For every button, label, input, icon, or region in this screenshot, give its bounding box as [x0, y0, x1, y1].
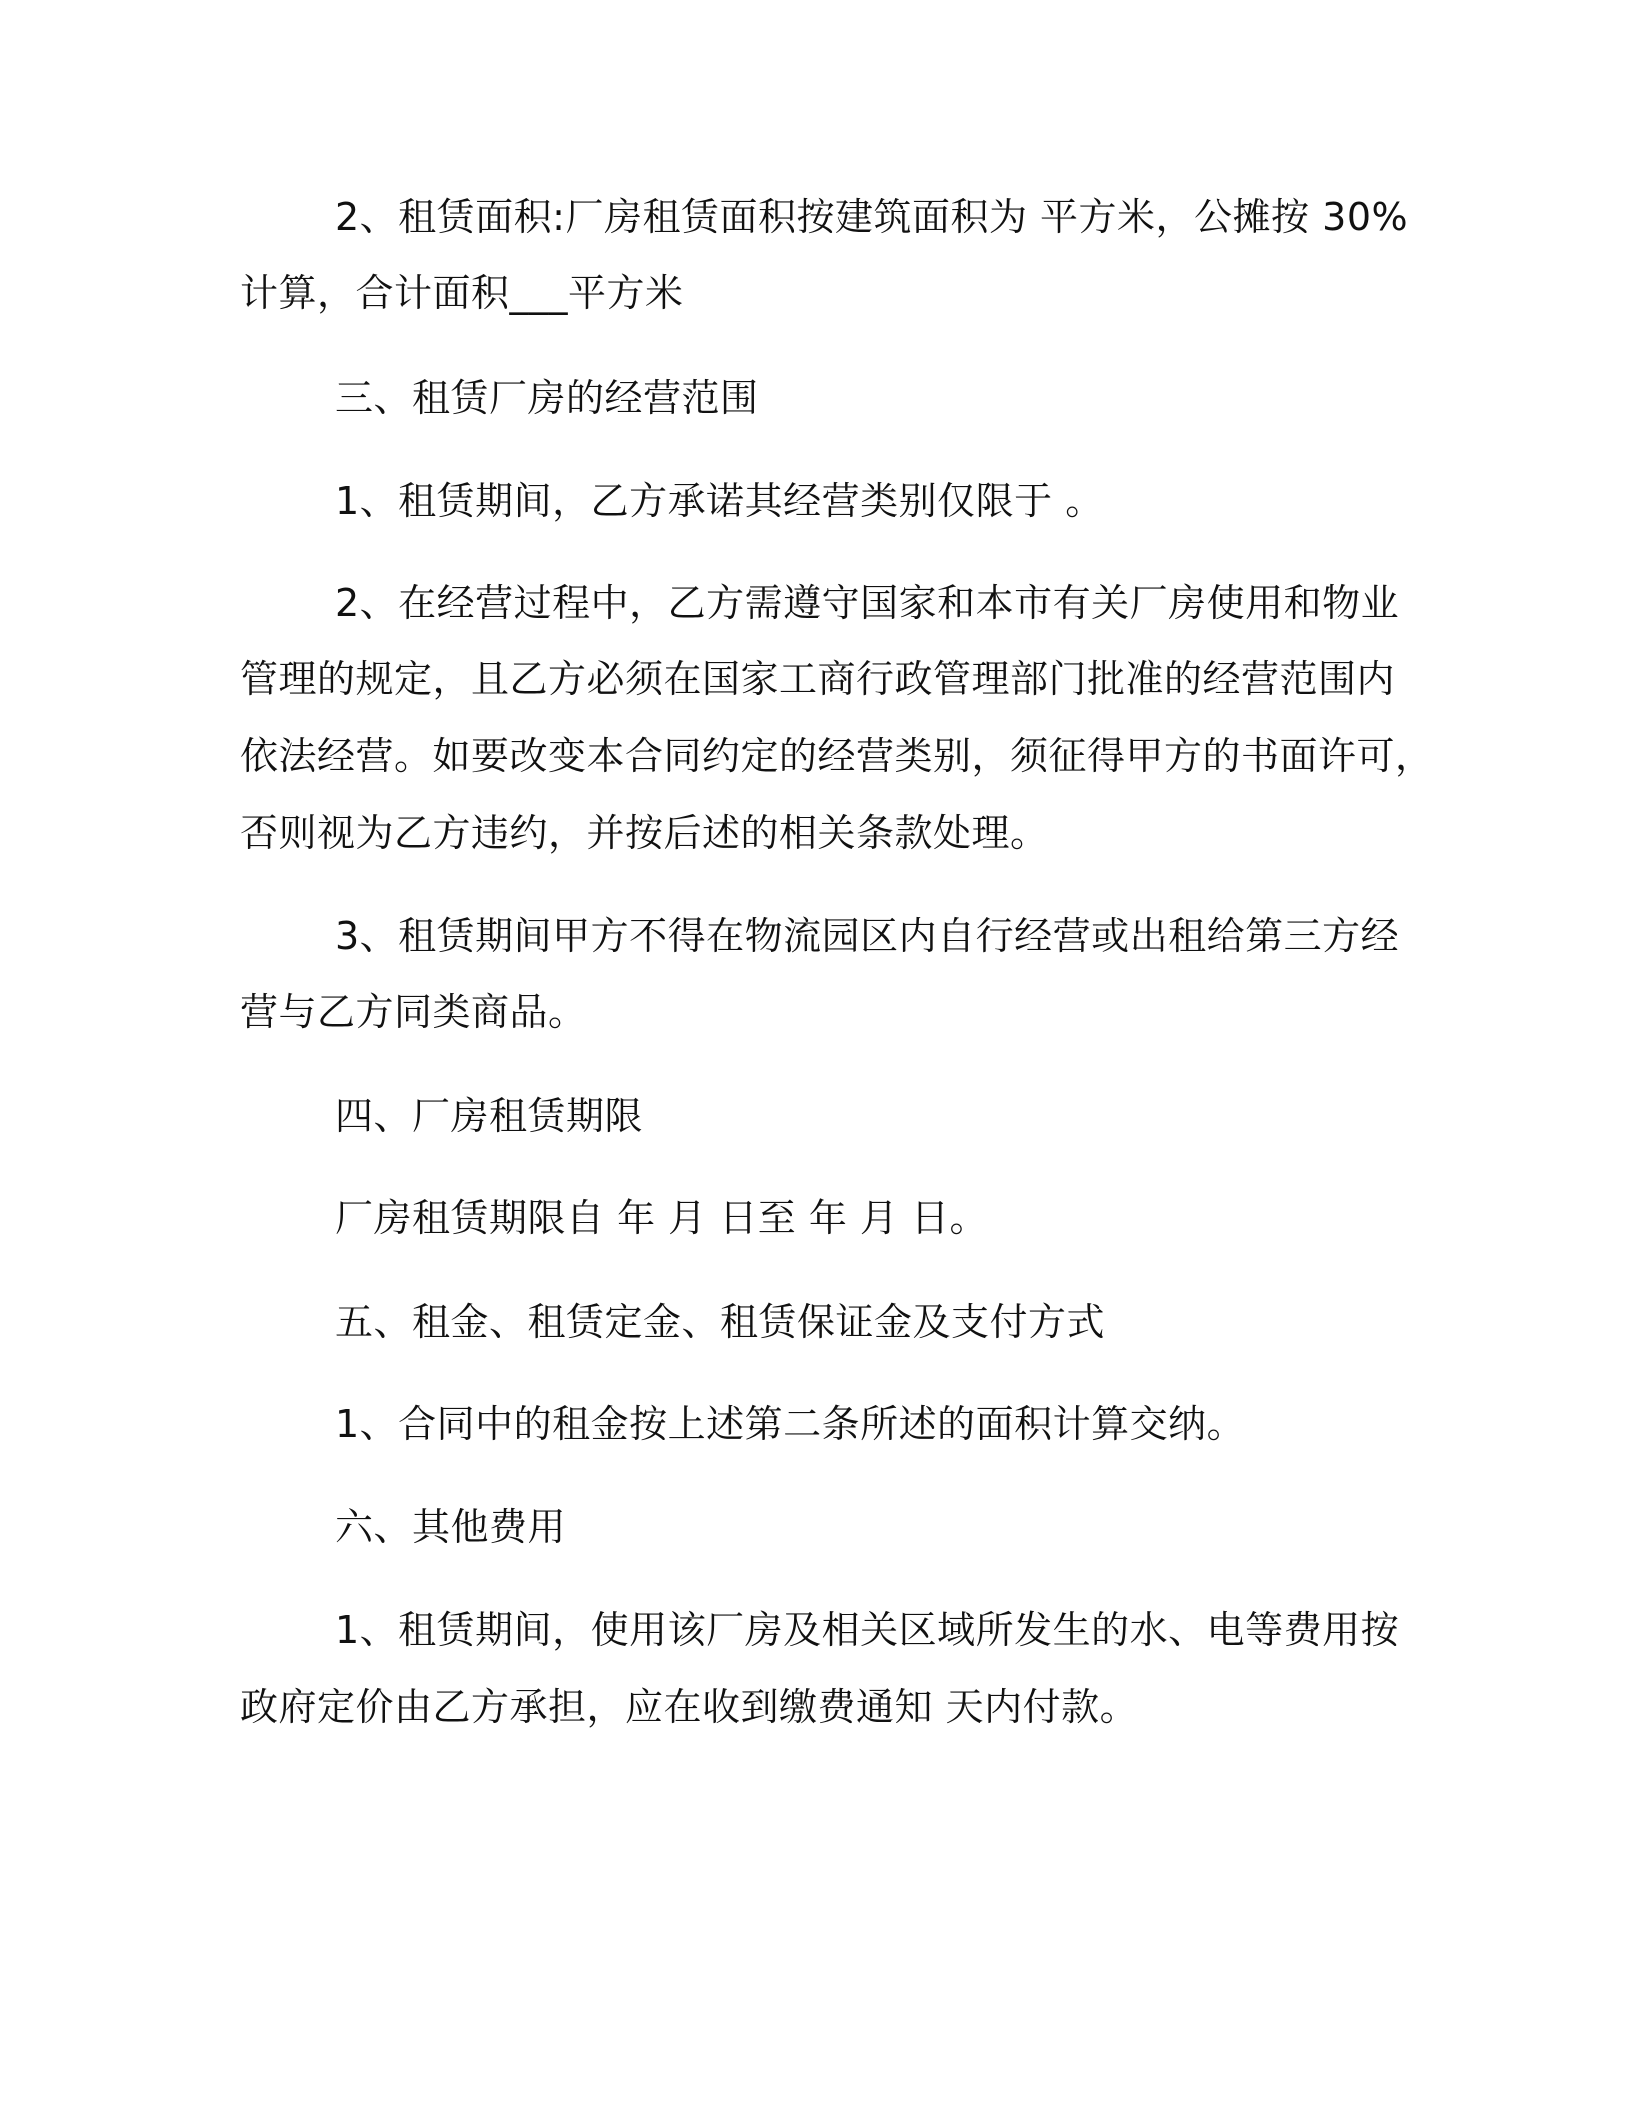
section-3-clause-3-line-1: 3、租赁期间甲方不得在物流园区内自行经营或出租给第三方经 [335, 914, 1400, 958]
section-6-clause-1-line-1: 1、租赁期间，使用该厂房及相关区域所发生的水、电等费用按 [335, 1608, 1400, 1652]
section-6-clause-1-line-2: 政府定价由乙方承担，应在收到缴费通知 天内付款。 [240, 1685, 1139, 1729]
section-3-clause-3-line-2: 营与乙方同类商品。 [240, 990, 587, 1034]
clause-2-area-line-1: 2、租赁面积:厂房租赁面积按建筑面积为 平方米，公摊按 30% [335, 195, 1409, 239]
section-4-heading: 四、厂房租赁期限 [335, 1094, 644, 1138]
clause-2-area-line-2: 计算，合计面积___平方米 [240, 271, 684, 315]
section-4-term: 厂房租赁期限自 年 月 日至 年 月 日。 [335, 1196, 988, 1240]
section-5-heading: 五、租金、租赁定金、租赁保证金及支付方式 [335, 1300, 1106, 1344]
section-3-clause-2-line-1: 2、在经营过程中，乙方需遵守国家和本市有关厂房使用和物业 [335, 581, 1400, 625]
section-5-clause-1: 1、合同中的租金按上述第二条所述的面积计算交纳。 [335, 1402, 1246, 1446]
section-3-clause-2-line-2: 管理的规定，且乙方必须在国家工商行政管理部门批准的经营范围内 [240, 657, 1396, 701]
section-3-clause-2-line-3: 依法经营。如要改变本合同约定的经营类别，须征得甲方的书面许可， [240, 734, 1434, 778]
section-3-clause-1: 1、租赁期间，乙方承诺其经营类别仅限于 。 [335, 479, 1104, 523]
section-3-clause-2-line-4: 否则视为乙方违约，并按后述的相关条款处理。 [240, 811, 1049, 855]
section-3-heading: 三、租赁厂房的经营范围 [335, 376, 759, 420]
section-6-heading: 六、其他费用 [335, 1505, 567, 1549]
